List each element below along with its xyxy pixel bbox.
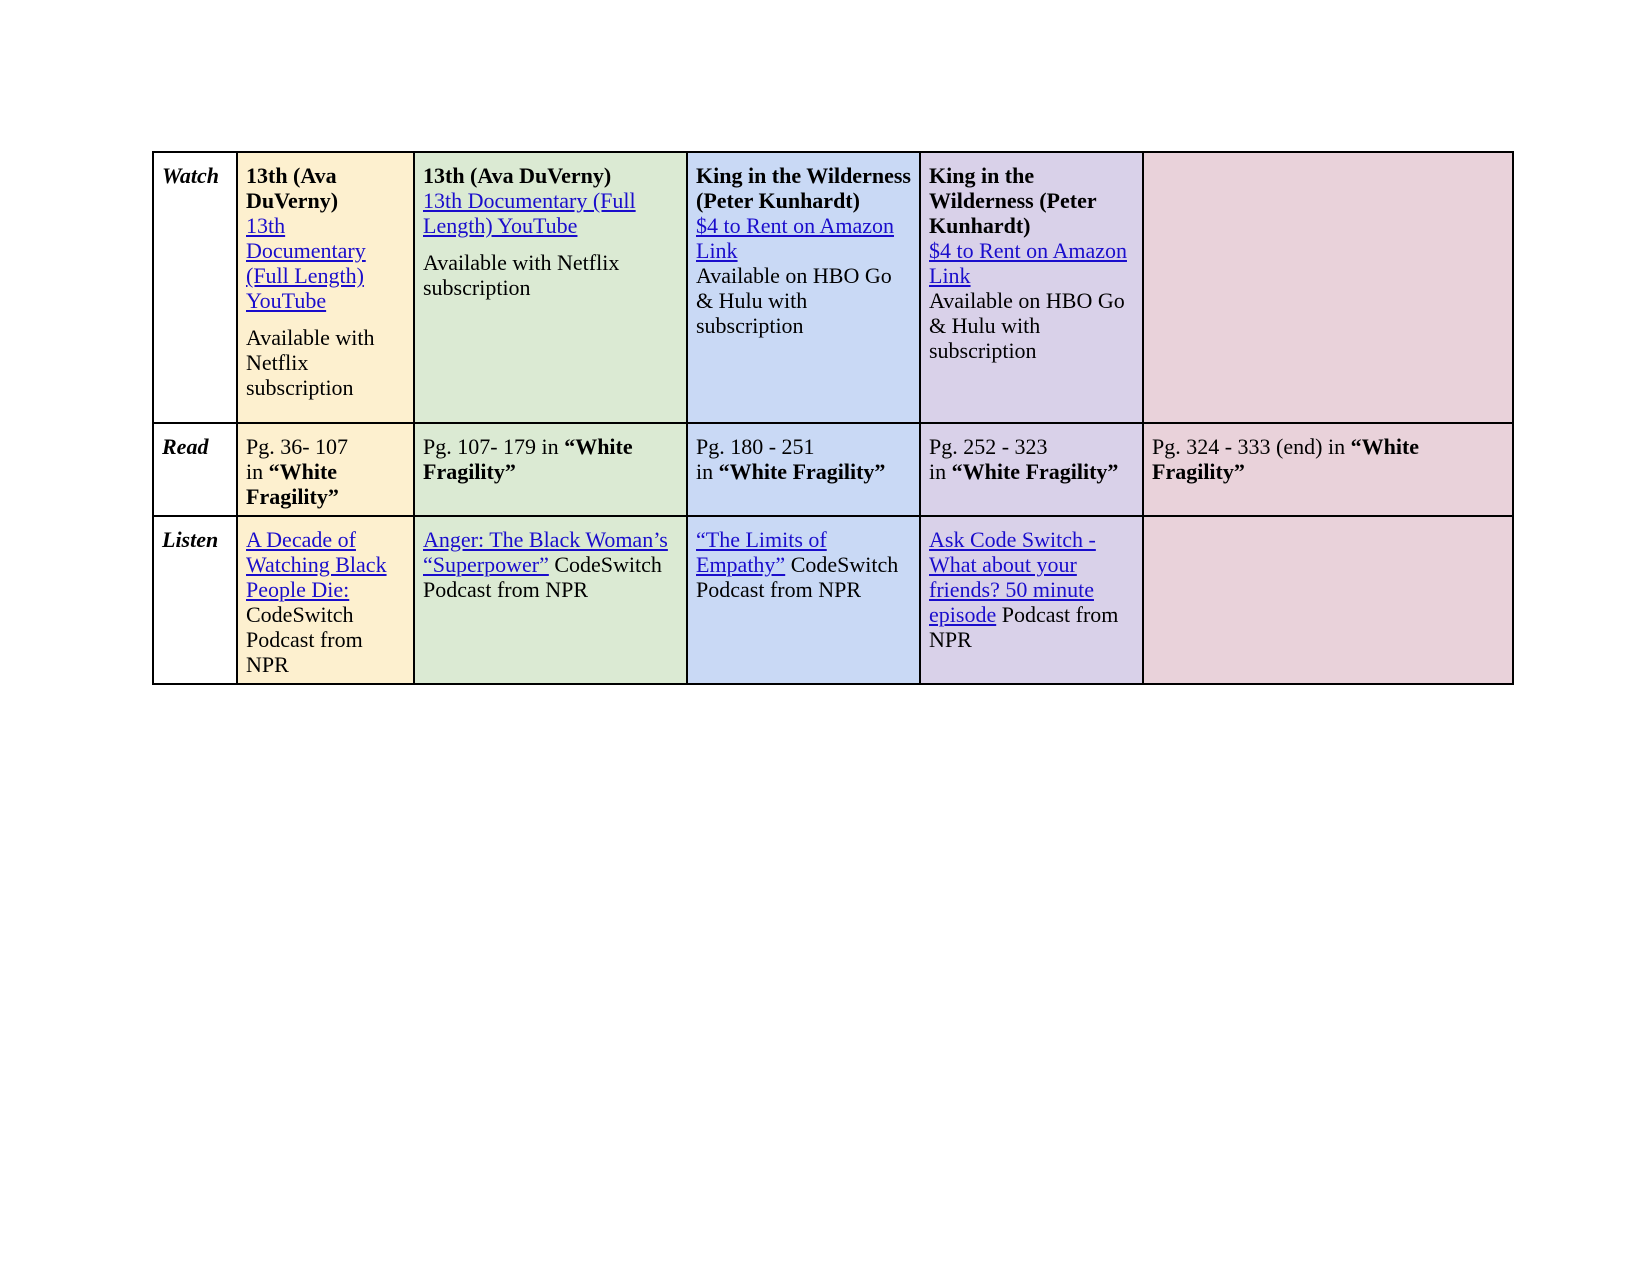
book-title: “White Fragility”	[951, 459, 1119, 484]
watch-row-label: Watch	[153, 152, 237, 423]
in-word: in	[929, 459, 947, 484]
watch-cell-5-empty	[1143, 152, 1513, 423]
podcast-source: CodeSwitch Podcast from NPR	[423, 552, 662, 602]
watch-cell-1	[237, 152, 414, 423]
watch-cell-4	[920, 152, 1143, 423]
in-word: in	[696, 459, 714, 484]
watch-cell-2	[414, 152, 687, 423]
page-range: Pg. 36- 107	[246, 434, 349, 459]
watch-note: Available with Netflix subscription	[423, 250, 620, 300]
read-cell-4	[920, 423, 1143, 516]
book-title: “White Fragility”	[423, 434, 633, 484]
youtube-link[interactable]: 13th Documentary (Full Length) YouTube	[423, 188, 636, 238]
listen-row-label: Listen	[153, 516, 237, 684]
youtube-link[interactable]: 13th Documentary (Full Length) YouTube	[246, 213, 366, 313]
watch-title: King in the Wilderness (Peter Kunhardt)	[929, 163, 1097, 238]
podcast-link[interactable]: Ask Code Switch - What about your friends? 50 minute episode	[929, 527, 1096, 627]
read-row-label: Read	[153, 423, 237, 516]
read-cell-1	[237, 423, 414, 516]
watch-note: Available on HBO Go & Hulu with subscription	[696, 263, 892, 338]
spacer	[423, 238, 678, 250]
read-cell-5	[1143, 423, 1513, 516]
page-range: Pg. 107- 179 in	[423, 434, 559, 459]
amazon-rent-link[interactable]: $4 to Rent on Amazon Link	[696, 213, 894, 263]
watch-cell-3	[687, 152, 920, 423]
page-range: Pg. 180 - 251	[696, 434, 815, 459]
podcast-source: CodeSwitch Podcast from NPR	[696, 552, 899, 602]
book-title: “White Fragility”	[718, 459, 886, 484]
podcast-source: Podcast from NPR	[929, 602, 1119, 652]
podcast-link[interactable]: A Decade of Watching Black People Die:	[246, 527, 387, 602]
read-cell-2	[414, 423, 687, 516]
listen-cell-4	[920, 516, 1143, 684]
watch-title: 13th (Ava DuVerny)	[246, 163, 339, 213]
read-cell-3	[687, 423, 920, 516]
watch-row	[153, 152, 1513, 423]
watch-note: Available with Netflix subscription	[246, 325, 375, 400]
podcast-link[interactable]: “The Limits of Empathy”	[696, 527, 827, 577]
watch-title: King in the Wilderness (Peter Kunhardt)	[696, 163, 911, 213]
podcast-link[interactable]: Anger: The Black Woman’s “Superpower”	[423, 527, 668, 577]
listen-cell-2	[414, 516, 687, 684]
listen-cell-1	[237, 516, 414, 684]
watch-note: Available on HBO Go & Hulu with subscription	[929, 288, 1125, 363]
podcast-source: CodeSwitch Podcast from NPR	[246, 602, 363, 677]
book-title: “White Fragility”	[246, 459, 339, 509]
amazon-rent-link[interactable]: $4 to Rent on Amazon Link	[929, 238, 1127, 288]
page-range: Pg. 252 - 323	[929, 434, 1048, 459]
resource-schedule-table	[152, 151, 1514, 685]
read-row	[153, 423, 1513, 516]
in-word: in	[246, 459, 264, 484]
listen-cell-3	[687, 516, 920, 684]
listen-cell-5-empty	[1143, 516, 1513, 684]
page-range: Pg. 324 - 333 (end) in	[1152, 434, 1346, 459]
listen-row	[153, 516, 1513, 684]
book-title: “White Fragility”	[1152, 434, 1420, 484]
spacer	[246, 313, 405, 325]
watch-title: 13th (Ava DuVerny)	[423, 163, 612, 188]
